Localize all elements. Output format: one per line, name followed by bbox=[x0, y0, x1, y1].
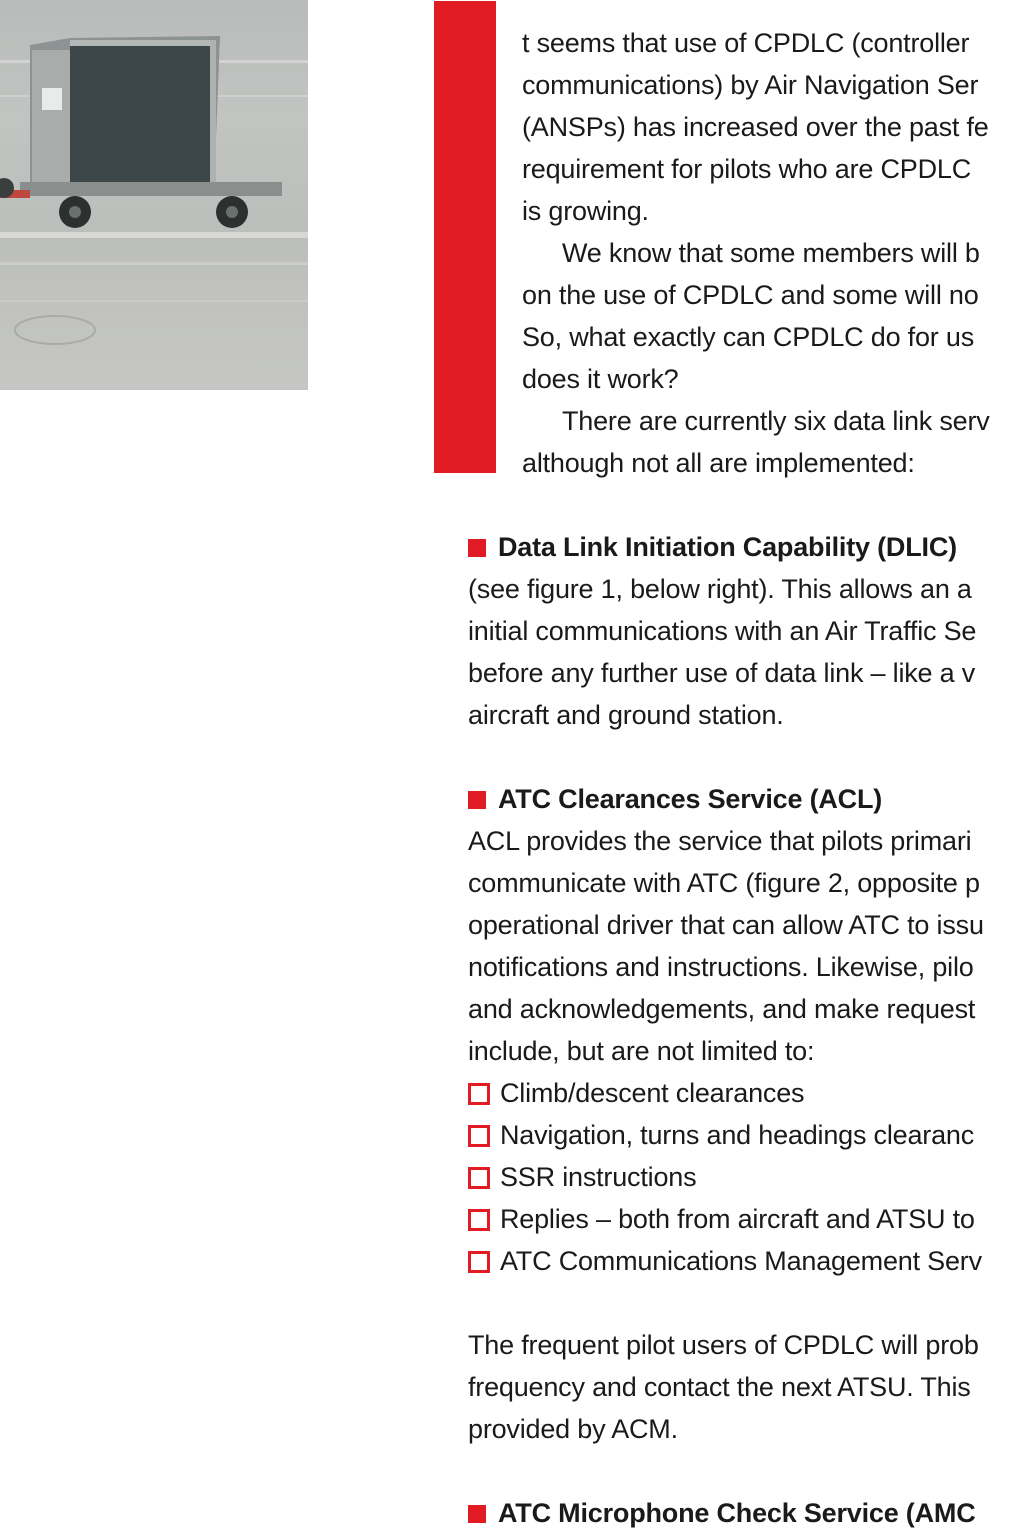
intro-para3-line: There are currently six data link serv bbox=[562, 406, 990, 436]
acl-list-item bbox=[468, 1072, 984, 1114]
red-box-bullet-icon bbox=[468, 1251, 490, 1273]
red-box-bullet-icon bbox=[468, 1125, 490, 1147]
intro-text bbox=[522, 22, 990, 484]
dlic-line: before any further use of data link – like a v bbox=[468, 658, 976, 688]
acl-heading bbox=[468, 778, 984, 820]
acl-heading-text: ATC Clearances Service (ACL) bbox=[498, 784, 883, 814]
amc-heading-text: ATC Microphone Check Service (AMC bbox=[498, 1498, 976, 1528]
dlic-line: initial communications with an Air Traffic Se bbox=[468, 616, 977, 646]
acl-list-item-text: Climb/descent clearances bbox=[500, 1078, 805, 1108]
intro-line: communications) by Air Navigation Ser bbox=[522, 70, 979, 100]
acl-line: operational driver that can allow ATC to issu bbox=[468, 910, 984, 940]
acl-line: and acknowledgements, and make request bbox=[468, 994, 976, 1024]
baggage-cart-photo bbox=[0, 0, 308, 390]
spacer bbox=[468, 1450, 984, 1492]
intro-para3-line: although not all are implemented: bbox=[522, 448, 915, 478]
red-square-bullet-icon bbox=[468, 791, 486, 809]
red-box-bullet-icon bbox=[468, 1167, 490, 1189]
intro-line: (ANSPs) has increased over the past fe bbox=[522, 112, 989, 142]
acl-list-item bbox=[468, 1114, 984, 1156]
acm-line: frequency and contact the next ATSU. This bbox=[468, 1372, 971, 1402]
intro-para2-line: So, what exactly can CPDLC do for us bbox=[522, 322, 975, 352]
acl-line: notifications and instructions. Likewise, pilo bbox=[468, 952, 974, 982]
acl-list-item-text: Replies – both from aircraft and ATSU to bbox=[500, 1204, 975, 1234]
red-square-bullet-icon bbox=[468, 539, 486, 557]
acl-line: include, but are not limited to: bbox=[468, 1036, 815, 1066]
dlic-line: (see figure 1, below right). This allows an a bbox=[468, 574, 972, 604]
red-box-bullet-icon bbox=[468, 1083, 490, 1105]
baggage-cart-illustration bbox=[0, 0, 308, 390]
spacer bbox=[468, 1282, 984, 1324]
intro-para2-line: does it work? bbox=[522, 364, 679, 394]
dlic-heading bbox=[468, 526, 984, 568]
intro-line: t seems that use of CPDLC (controller bbox=[522, 28, 970, 58]
acm-line: The frequent pilot users of CPDLC will prob bbox=[468, 1330, 979, 1360]
intro-line: requirement for pilots who are CPDLC bbox=[522, 154, 971, 184]
intro-para2-line: on the use of CPDLC and some will no bbox=[522, 280, 979, 310]
acl-list-item bbox=[468, 1198, 984, 1240]
red-box-bullet-icon bbox=[468, 1209, 490, 1231]
intro-line: is growing. bbox=[522, 196, 649, 226]
amc-heading bbox=[468, 1492, 984, 1534]
acm-line: provided by ACM. bbox=[468, 1414, 678, 1444]
intro-para2-line: We know that some members will b bbox=[562, 238, 980, 268]
body-column bbox=[468, 526, 984, 1534]
acl-line: communicate with ATC (figure 2, opposite p bbox=[468, 868, 980, 898]
drop-cap-bar bbox=[434, 1, 496, 473]
acl-list-item-text: Navigation, turns and headings clearanc bbox=[500, 1120, 975, 1150]
acl-line: ACL provides the service that pilots primari bbox=[468, 826, 972, 856]
acl-list-item-text: ATC Communications Management Serv bbox=[500, 1246, 982, 1276]
acl-list-item bbox=[468, 1240, 984, 1282]
red-square-bullet-icon bbox=[468, 1505, 486, 1523]
dlic-line: aircraft and ground station. bbox=[468, 700, 784, 730]
dlic-heading-text: Data Link Initiation Capability (DLIC) bbox=[498, 532, 957, 562]
acl-list-item bbox=[468, 1156, 984, 1198]
spacer bbox=[468, 736, 984, 778]
acl-list-item-text: SSR instructions bbox=[500, 1162, 697, 1192]
